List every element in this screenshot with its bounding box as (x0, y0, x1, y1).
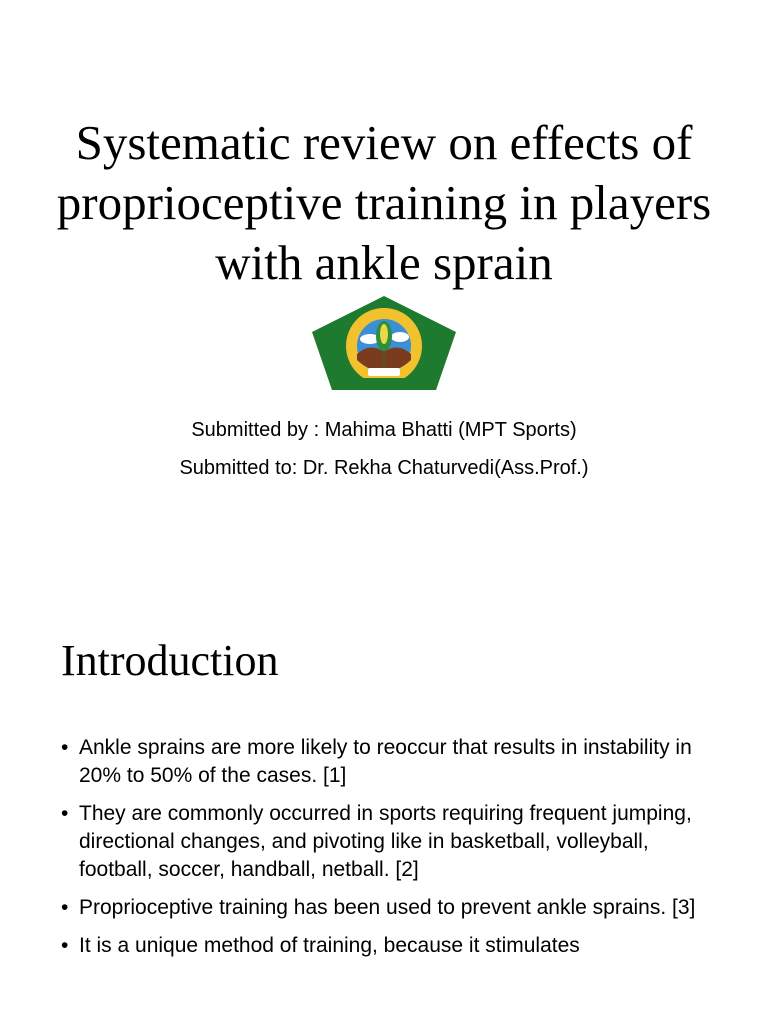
introduction-slide (0, 576, 768, 1024)
bullet-item (61, 932, 721, 960)
bullet-item (61, 800, 721, 884)
bullet-icon: • (61, 736, 69, 759)
bullet-icon: • (61, 896, 69, 919)
bullet-text: Proprioceptive training has been used to prevent ankle sprains. [3] (79, 896, 696, 919)
logo-cloud-right (391, 332, 409, 342)
logo-label-plate (368, 368, 400, 376)
bullet-item (61, 734, 721, 790)
submitted-to: Submitted to: Dr. Rekha Chaturvedi(Ass.Prof.) (179, 457, 589, 479)
presentation-title: Systematic review on effects of proprioceptive training in players with ankle sprain (56, 115, 712, 290)
university-logo (310, 294, 458, 392)
bullet-list (61, 734, 721, 970)
bullet-icon: • (61, 934, 69, 957)
logo-banner (354, 378, 414, 388)
submitted-by: Submitted by : Mahima Bhatti (MPT Sports) (191, 419, 577, 441)
logo-tree-highlight (380, 324, 388, 344)
bullet-text: Ankle sprains are more likely to reoccur that results in instability in 20% to 50% of the cases. [1] (79, 736, 692, 787)
introduction-heading: Introduction (61, 636, 279, 685)
bullet-item (61, 894, 721, 922)
bullet-text: It is a unique method of training, because it stimulates (79, 934, 580, 957)
bullet-text: They are commonly occurred in sports requiring frequent jumping, directional changes, and pivoting like in basketball, volleyball, football, soccer, handball, netball. [2] (79, 802, 692, 881)
bullet-icon: • (61, 802, 69, 825)
